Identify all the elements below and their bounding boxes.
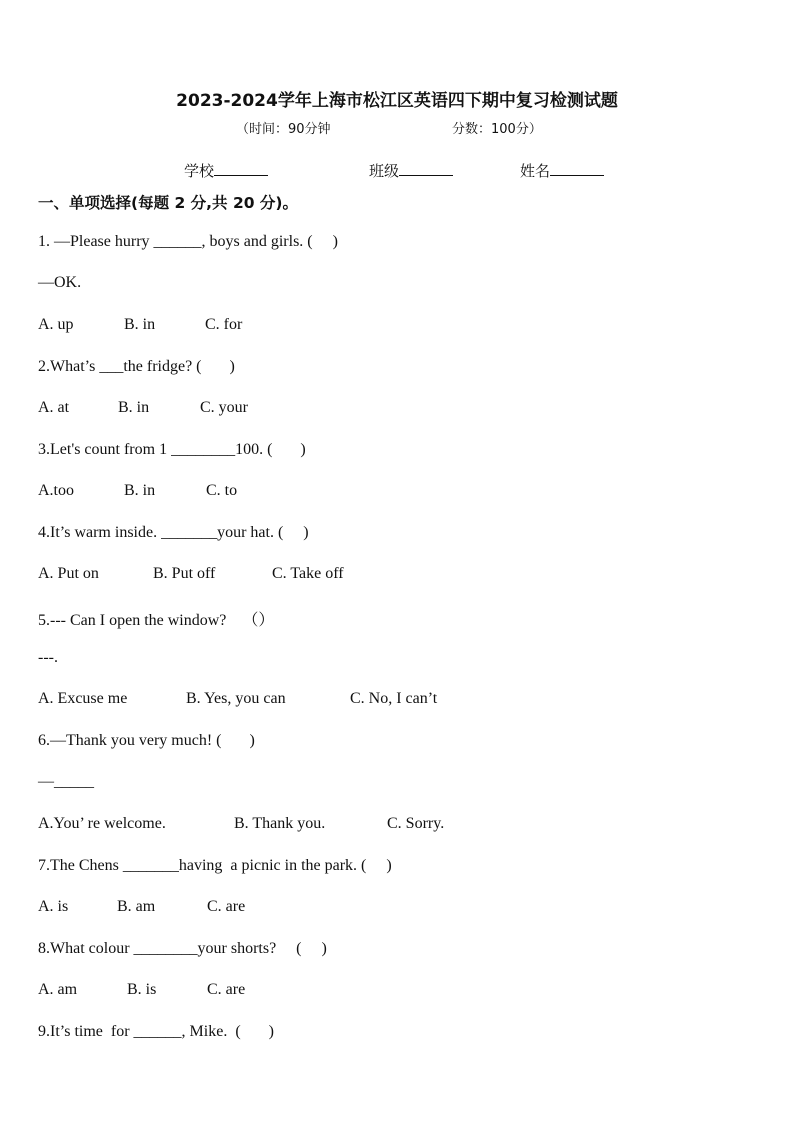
question-4-option-c: C. Take off bbox=[272, 565, 344, 582]
question-5-reply: ---. bbox=[38, 649, 58, 666]
question-3-stem: 3.Let's count from 1 ________100. ( ) bbox=[38, 441, 306, 458]
class-blank bbox=[399, 161, 453, 176]
question-7-option-c: C. are bbox=[207, 898, 246, 915]
section-heading: 一、单项选择(每题 2 分,共 20 分)。 bbox=[38, 194, 298, 212]
question-2-option-c: C. your bbox=[200, 399, 248, 416]
school-blank bbox=[214, 161, 268, 176]
name-label: 姓名 bbox=[520, 162, 551, 180]
class-label: 班级 bbox=[369, 162, 400, 180]
school-field bbox=[184, 160, 268, 181]
question-1-stem: 1. —Please hurry ______, boys and girls. ( ) bbox=[38, 233, 338, 250]
name-field bbox=[520, 160, 604, 181]
question-1-option-b: B. in bbox=[124, 316, 156, 333]
question-4-option-a: A. Put on bbox=[38, 565, 99, 582]
question-9-stem: 9.It’s time for ______, Mike. ( ) bbox=[38, 1023, 274, 1040]
exam-title: 2023-2024学年上海市松江区英语四下期中复习检测试题 bbox=[176, 91, 618, 111]
question-3-option-b: B. in bbox=[124, 482, 156, 499]
question-3-option-a: A.too bbox=[38, 482, 74, 499]
question-8-option-b: B. is bbox=[127, 981, 157, 998]
exam-score: 分数：100分） bbox=[452, 122, 542, 137]
school-label: 学校 bbox=[184, 162, 215, 180]
name-blank bbox=[550, 161, 604, 176]
question-1-reply: —OK. bbox=[38, 274, 82, 291]
question-8-option-a: A. am bbox=[38, 981, 78, 998]
question-5-option-a: A. Excuse me bbox=[38, 690, 128, 707]
question-5-option-b: B. Yes, you can bbox=[186, 690, 286, 707]
exam-time: （时间：90分钟 bbox=[236, 122, 331, 137]
question-8-option-c: C. are bbox=[207, 981, 246, 998]
question-6-reply: —_____ bbox=[38, 773, 94, 790]
question-1-option-c: C. for bbox=[205, 316, 243, 333]
question-8-stem: 8.What colour ________your shorts? ( ) bbox=[38, 940, 327, 957]
question-2-option-a: A. at bbox=[38, 399, 70, 416]
question-2-stem: 2.What’s ___the fridge? ( ) bbox=[38, 358, 235, 375]
question-4-option-b: B. Put off bbox=[153, 565, 216, 582]
question-1-option-a: A. up bbox=[38, 316, 74, 333]
class-field bbox=[369, 160, 453, 181]
question-3-option-c: C. to bbox=[206, 482, 238, 499]
question-7-option-a: A. is bbox=[38, 898, 69, 915]
question-6-option-a: A.You’ re welcome. bbox=[38, 815, 166, 832]
question-4-stem: 4.It’s warm inside. _______your hat. ( ) bbox=[38, 524, 309, 541]
question-2-option-b: B. in bbox=[118, 399, 150, 416]
question-6-option-c: C. Sorry. bbox=[387, 815, 445, 832]
question-7-option-b: B. am bbox=[117, 898, 156, 915]
question-5-option-c: C. No, I can’t bbox=[350, 690, 438, 707]
question-6-option-b: B. Thank you. bbox=[234, 815, 326, 832]
question-7-stem: 7.The Chens _______having a picnic in the park. ( ) bbox=[38, 857, 392, 874]
question-6-stem: 6.—Thank you very much! ( ) bbox=[38, 732, 255, 749]
question-5-stem: 5.--- Can I open the window? （） bbox=[38, 612, 275, 629]
